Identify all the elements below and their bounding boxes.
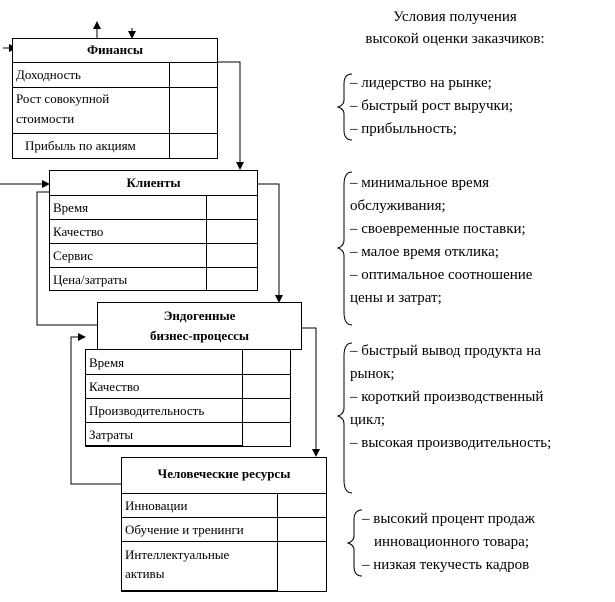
conditions-clients: – минимальное время обслуживания; – своевременные поставки; – малое время отклика; – оптимальное соотношение цены и затрат; xyxy=(350,175,533,306)
processes-row: Затраты xyxy=(86,423,242,446)
processes-row: Качество xyxy=(86,375,242,399)
conditions-finance: – лидерство на рынке; – быстрый рост выручки; – прибыльность; xyxy=(350,75,514,137)
finance-to-clients-arrow xyxy=(217,62,240,169)
processes-row: Производительность xyxy=(86,399,242,423)
finance-row: Рост совокупной стоимости xyxy=(13,88,169,134)
clients-row: Качество xyxy=(50,220,206,244)
hr-title: Человеческие ресурсы xyxy=(122,458,326,494)
conditions-hr: – высокий процент продаж инновационного товара; – низкая текучесть кадров xyxy=(362,511,535,573)
clients-title: Клиенты xyxy=(50,171,257,196)
conditions-processes: – быстрый вывод продукта на рынок; – короткий производственный цикл; – высокая производительность; xyxy=(350,343,552,451)
processes-row: Время xyxy=(86,350,242,375)
finance-box xyxy=(12,38,218,159)
finance-title: Финансы xyxy=(13,39,217,63)
clients-row: Время xyxy=(50,196,206,220)
processes-to-hr-arrow xyxy=(301,328,316,456)
processes-box xyxy=(85,349,291,447)
clients-row: Цена/затраты xyxy=(50,268,206,291)
hr-row: Интеллектуальные активы xyxy=(122,542,277,591)
conditions-header: Условия получения высокой оценки заказчиков: xyxy=(365,9,545,47)
finance-row: Прибыль по акциям xyxy=(13,134,169,159)
processes-title-box: Эндогенные бизнес-процессы xyxy=(97,302,302,350)
finance-row: Доходность xyxy=(13,63,169,88)
clients-row: Сервис xyxy=(50,244,206,268)
hr-row: Обучение и тренинги xyxy=(122,518,277,542)
clients-to-processes-arrow xyxy=(258,184,279,302)
clients-box xyxy=(49,170,258,291)
hr-row: Инновации xyxy=(122,494,277,518)
bracket-hr xyxy=(348,510,362,576)
hr-box xyxy=(121,457,327,592)
